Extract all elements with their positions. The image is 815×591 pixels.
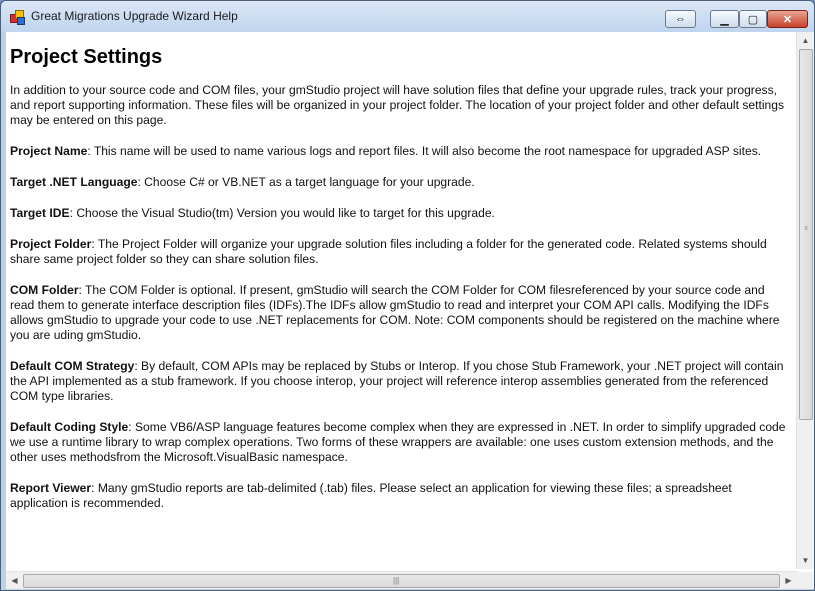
scroll-right-icon[interactable]: ▶ bbox=[785, 576, 792, 585]
intro-paragraph: In addition to your source code and COM files, your gmStudio project will have solution files that define your upgrade rules, track your progress, and report supporting information. These files will be organized in your project folder. The location of your project folder and other default settings may be entered on this page. bbox=[10, 83, 784, 127]
scroll-left-icon[interactable]: ◀ bbox=[11, 576, 18, 585]
grip-icon: ||| bbox=[393, 576, 400, 585]
swap-icon: ⇔ bbox=[675, 13, 686, 25]
setting-term: Project Name bbox=[10, 144, 88, 158]
setting-target-ide bbox=[10, 206, 791, 221]
grip-icon: ≡ bbox=[804, 226, 808, 232]
swap-button[interactable] bbox=[665, 10, 696, 28]
minimize-button[interactable] bbox=[710, 10, 739, 28]
page-title: Project Settings bbox=[10, 46, 163, 68]
setting-coding-style bbox=[10, 420, 791, 465]
maximize-button[interactable] bbox=[739, 10, 767, 28]
setting-target-language bbox=[10, 175, 791, 190]
setting-description: : Some VB6/ASP language features become complex when they are expressed in .NET. In order to simplify upgraded code we use a runtime library to wrap complex operations. Two forms of these wrappers are available: one uses custom extension methods, and the other uses methodsfrom the Microsoft.VisualBasic namespace. bbox=[10, 420, 786, 464]
setting-description: : Choose the Visual Studio(tm) Version you would like to target for this upgrade. bbox=[69, 206, 495, 220]
close-icon: ✕ bbox=[782, 13, 793, 26]
window-title: Great Migrations Upgrade Wizard Help bbox=[31, 9, 238, 23]
app-icon bbox=[10, 10, 25, 24]
setting-description: : Choose C# or VB.NET as a target language for your upgrade. bbox=[137, 175, 475, 189]
setting-term: Default Coding Style bbox=[10, 420, 129, 434]
setting-description: : The COM Folder is optional. If present, gmStudio will search the COM Folder for COM filesreferenced by your source code and read them to generate interface description files (IDFs).The IDFs allow gmStudio to read and interpret your COM API calls. Modifying the IDFs allows gmStudio to upgrade your code to use .NET replacements for COM. Note: COM components should be registered on the machine where you are uding gmStudio. bbox=[10, 283, 780, 342]
close-button[interactable] bbox=[767, 10, 808, 28]
scroll-down-icon[interactable]: ▼ bbox=[801, 556, 810, 565]
vertical-scrollbar[interactable] bbox=[796, 32, 814, 569]
minimize-icon: ▁ bbox=[720, 13, 729, 26]
horizontal-scroll-thumb[interactable] bbox=[23, 574, 780, 588]
document-body bbox=[10, 46, 791, 557]
help-content[interactable] bbox=[6, 32, 815, 589]
horizontal-scrollbar[interactable] bbox=[6, 571, 797, 589]
setting-project-name bbox=[10, 144, 791, 159]
setting-report-viewer bbox=[10, 481, 791, 511]
setting-term: Target .NET Language bbox=[10, 175, 138, 189]
setting-description: : This name will be used to name various logs and report files. It will also become the root namespace for upgraded ASP sites. bbox=[87, 144, 762, 158]
maximize-icon: ▢ bbox=[747, 13, 759, 26]
setting-description: : The Project Folder will organize your upgrade solution files including a folder for the generated code. Related systems should share same project folder so they can share solution files. bbox=[10, 237, 767, 266]
setting-project-folder bbox=[10, 237, 791, 267]
setting-term: Report Viewer bbox=[10, 481, 92, 495]
scroll-up-icon[interactable]: ▲ bbox=[801, 36, 810, 45]
setting-term: Project Folder bbox=[10, 237, 92, 251]
setting-com-folder bbox=[10, 283, 791, 343]
setting-description: : By default, COM APIs may be replaced by Stubs or Interop. If you chose Stub Framework, your .NET project will contain the API implemented as a stub framework. If you choose interop, your project will reference interop assemblies generated from the referenced COM type libraries. bbox=[10, 359, 784, 403]
title-bar[interactable] bbox=[1, 1, 814, 32]
scrollbar-corner bbox=[797, 572, 814, 589]
setting-term: COM Folder bbox=[10, 283, 79, 297]
setting-term: Default COM Strategy bbox=[10, 359, 135, 373]
vertical-scroll-thumb[interactable] bbox=[799, 49, 813, 420]
setting-com-strategy bbox=[10, 359, 791, 404]
setting-term: Target IDE bbox=[10, 206, 70, 220]
setting-description: : Many gmStudio reports are tab-delimited (.tab) files. Please select an application for viewing these files; a spreadsheet application is recommended. bbox=[10, 481, 732, 510]
